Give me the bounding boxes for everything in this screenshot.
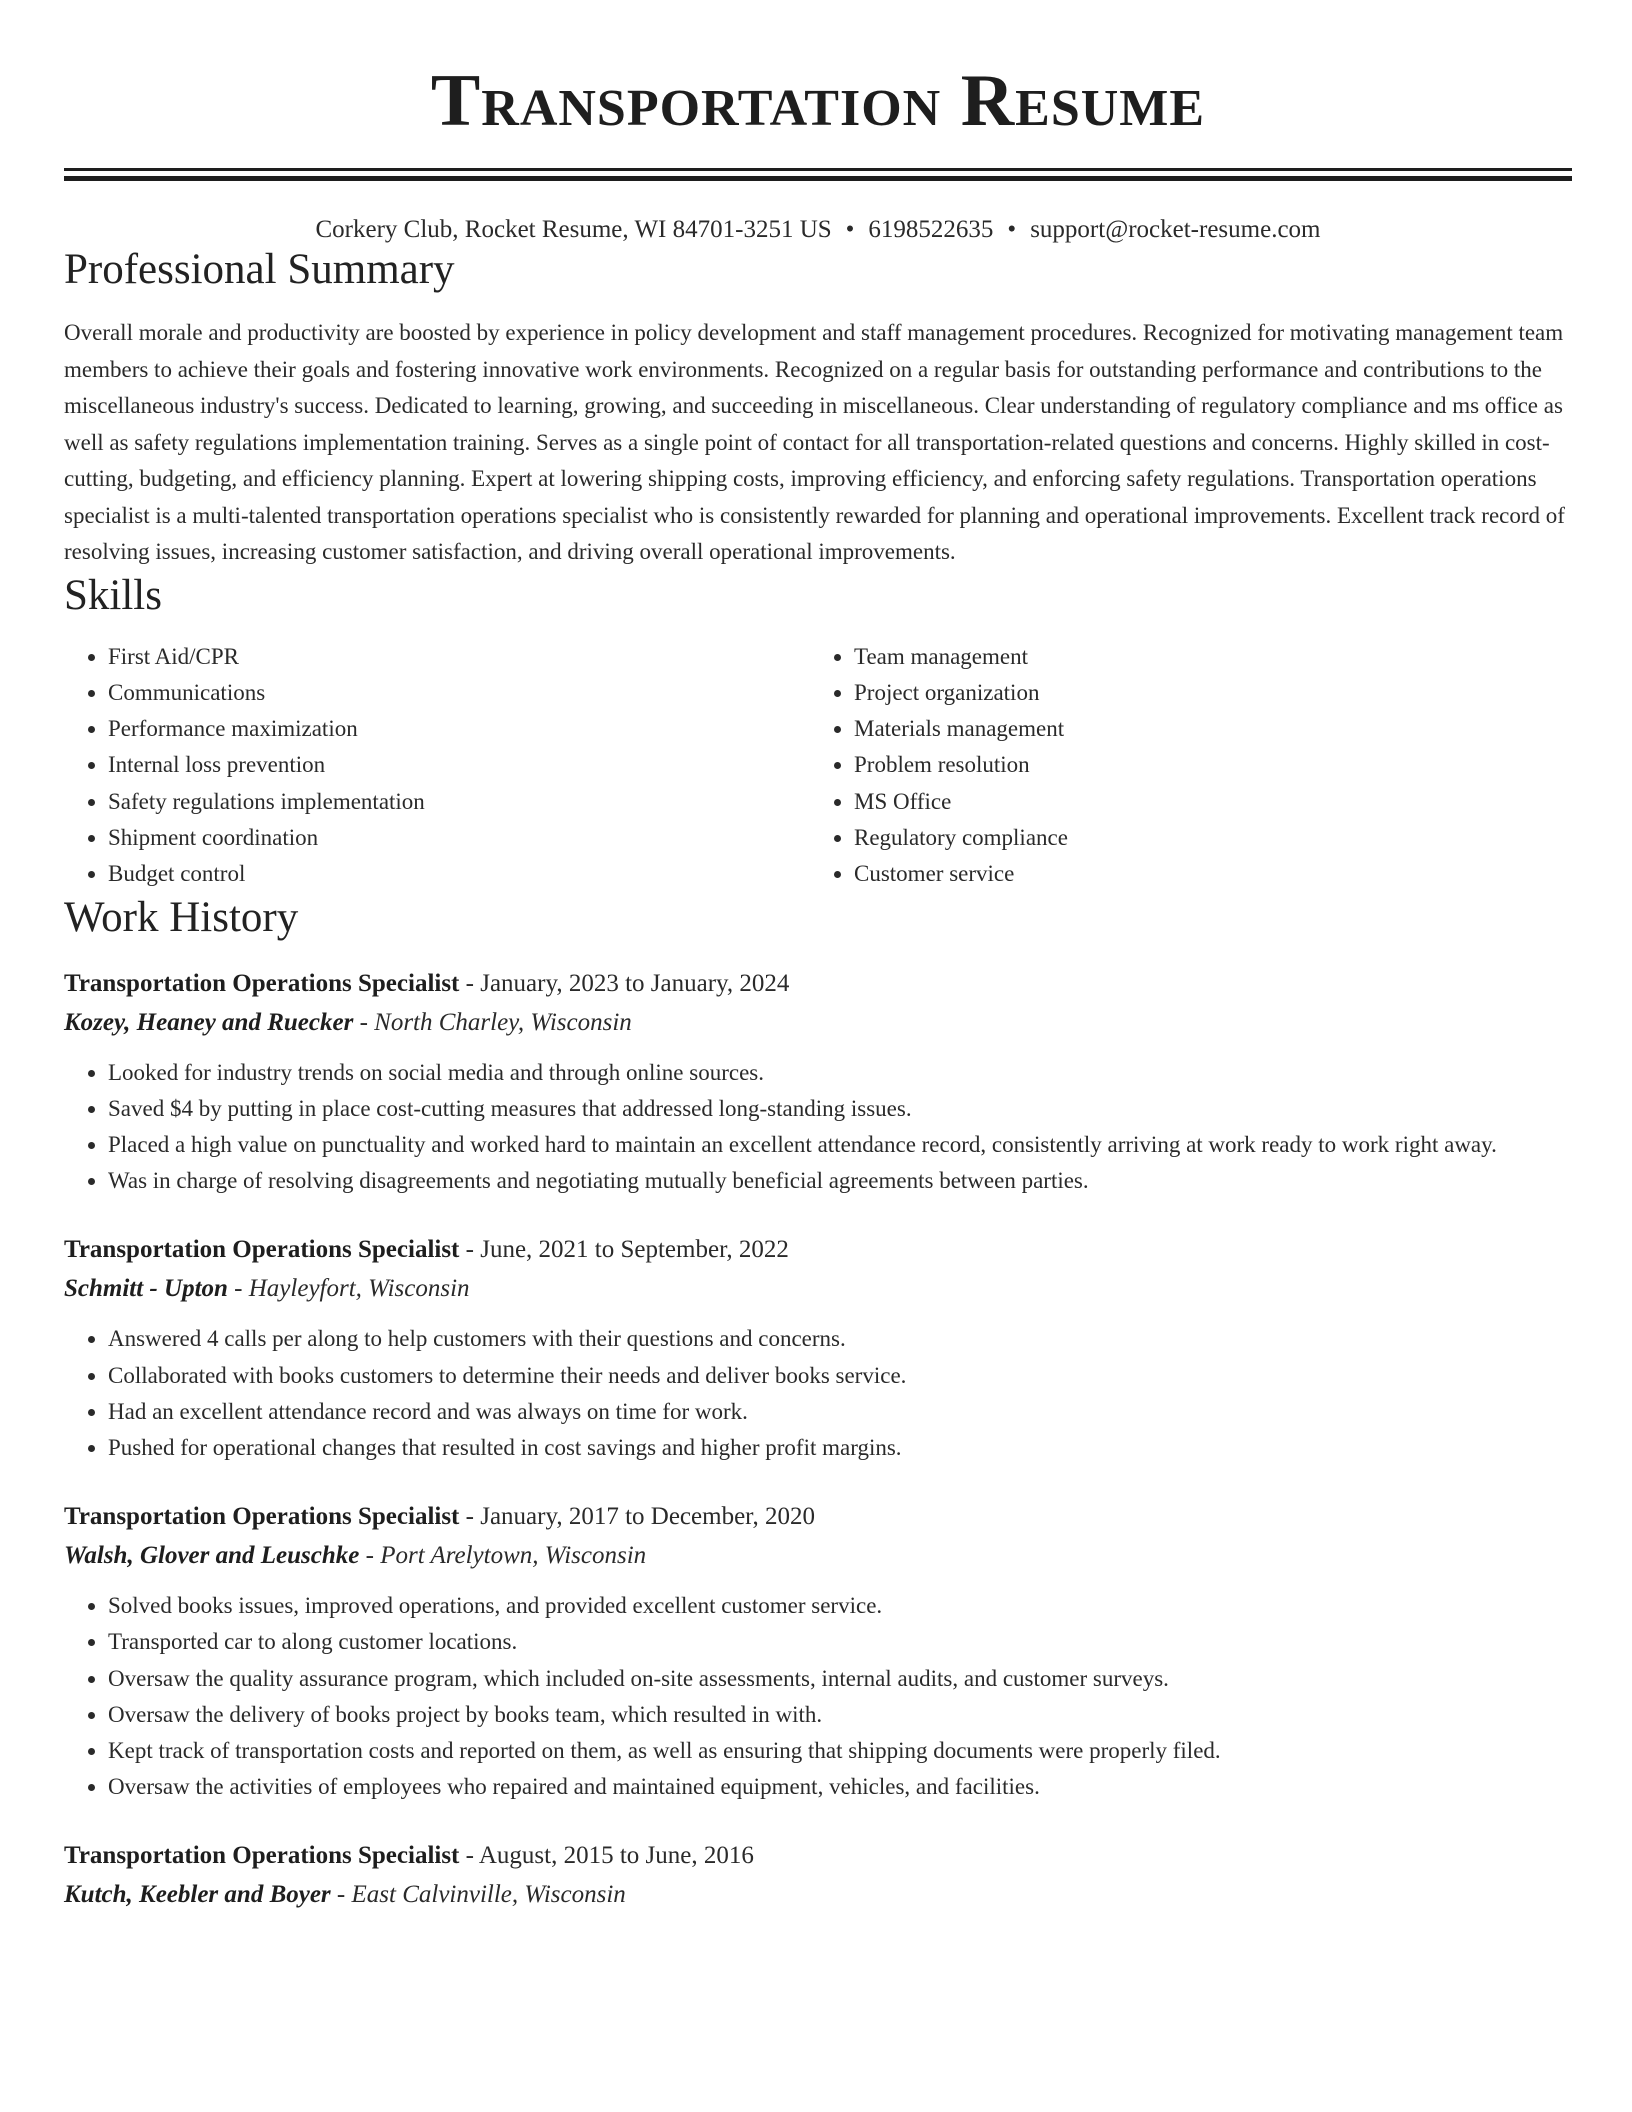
skills-column-left	[64, 639, 808, 893]
skill-item: • Project organization	[854, 675, 1554, 711]
duty-item: • Solved books issues, improved operations, and provided excellent customer service.	[108, 1588, 1572, 1624]
skill-item: • Problem resolution	[854, 747, 1554, 783]
title-divider	[64, 168, 1572, 171]
company-location: - Port Arelytown, Wisconsin	[359, 1542, 647, 1570]
duty-item: • Collaborated with books customers to determine their needs and deliver books service.	[108, 1358, 1572, 1394]
job-title: Transportation Operations Specialist	[64, 1503, 460, 1531]
job-title-line	[64, 965, 1572, 1003]
skills-column-right	[808, 639, 1554, 893]
company-name: Kozey, Heaney and Ruecker	[64, 1008, 354, 1036]
duty-item: • Oversaw the quality assurance program, which included on-site assessments, internal audits, and customer surveys.	[108, 1661, 1572, 1697]
contact-phone: 6198522635	[868, 216, 994, 243]
skill-item: • Shipment coordination	[108, 820, 808, 856]
company-line	[64, 1003, 1572, 1043]
contact-separator: •	[1007, 216, 1017, 243]
skill-item: • Customer service	[854, 856, 1554, 892]
job-entry	[64, 1837, 1572, 1915]
section-heading: Professional Summary	[64, 246, 455, 293]
summary-text: Overall morale and productivity are boosted by experience in policy development and staff management procedures. Recognized for motivating management team members to achieve their goals and fostering innovative work environments. Recognized on a regular basis for outstanding performance and contributions to the miscellaneous industry's success. Dedicated to learning, growing, and succeeding in miscellaneous. Clear understanding of regulatory compliance and ms office as well as safety regulations implementation training. Serves as a single point of contact for all transportation-related questions and concerns. Highly skilled in cost-cutting, budgeting, and efficiency planning. Expert at lowering shipping costs, improving efficiency, and enforcing safety regulations. Transportation operations specialist is a multi-talented transportation operations specialist who is consistently rewarded for planning and operational improvements. Excellent track record of resolving issues, increasing customer satisfaction, and driving overall operational improvements.	[64, 320, 1565, 564]
skill-item: • Budget control	[108, 856, 808, 892]
job-entry	[64, 1231, 1572, 1466]
skill-item: • Performance maximization	[108, 711, 808, 747]
work-history-section	[64, 893, 1572, 1916]
resume-page	[64, 0, 1572, 1915]
skill-item: • Internal loss prevention	[108, 747, 808, 783]
duty-item: • Oversaw the delivery of books project by books team, which resulted in with.	[108, 1697, 1572, 1733]
skill-item: • Team management	[854, 639, 1554, 675]
job-title: Transportation Operations Specialist	[64, 1236, 460, 1264]
job-title: Transportation Operations Specialist	[64, 1842, 460, 1870]
job-duties	[64, 1588, 1572, 1805]
company-line	[64, 1536, 1572, 1576]
job-title-line	[64, 1231, 1572, 1269]
duty-item: • Had an excellent attendance record and was always on time for work.	[108, 1394, 1572, 1430]
duty-item: • Transported car to along customer locations.	[108, 1624, 1572, 1660]
job-dates: - January, 2023 to January, 2024	[459, 969, 790, 997]
contact-email: support@rocket-resume.com	[1030, 216, 1321, 243]
professional-summary-section	[64, 245, 1572, 571]
contact-address: Corkery Club, Rocket Resume, WI 84701-3251 US	[315, 216, 832, 243]
skill-item: • Safety regulations implementation	[108, 784, 808, 820]
job-dates: - June, 2021 to September, 2022	[459, 1236, 789, 1264]
section-heading: Skills	[64, 571, 162, 619]
duty-item: • Kept track of transportation costs and reported on them, as well as ensuring that shipping documents were properly filed.	[108, 1733, 1572, 1769]
company-name: Walsh, Glover and Leuschke	[64, 1542, 360, 1570]
skill-item: • Materials management	[854, 711, 1554, 747]
job-title: Transportation Operations Specialist	[64, 969, 460, 997]
job-dates: - January, 2017 to December, 2020	[459, 1503, 815, 1531]
duty-item: • Oversaw the activities of employees who repaired and maintained equipment, vehicles, and facilities.	[108, 1769, 1572, 1805]
duty-item: • Placed a high value on punctuality and worked hard to maintain an excellent attendance record, consistently arriving at work ready to work right away.	[108, 1127, 1572, 1163]
company-line	[64, 1875, 1572, 1915]
duty-item: • Saved $4 by putting in place cost-cutting measures that addressed long-standing issues.	[108, 1091, 1572, 1127]
skill-item: • Communications	[108, 675, 808, 711]
contact-separator: •	[845, 216, 855, 243]
job-dates: - August, 2015 to June, 2016	[459, 1842, 754, 1870]
company-line	[64, 1269, 1572, 1309]
section-heading: Work History	[64, 893, 299, 941]
company-location: - North Charley, Wisconsin	[353, 1008, 632, 1036]
job-title-line	[64, 1837, 1572, 1875]
duty-item: • Was in charge of resolving disagreements and negotiating mutually beneficial agreements between parties.	[108, 1163, 1572, 1199]
company-name: Schmitt - Upton	[64, 1275, 228, 1303]
job-duties	[64, 1321, 1572, 1466]
job-title-line	[64, 1498, 1572, 1536]
skill-item: • MS Office	[854, 784, 1554, 820]
skills-grid	[64, 639, 1572, 893]
contact-info	[64, 215, 1572, 245]
company-name: Kutch, Keebler and Boyer	[64, 1881, 331, 1909]
job-entry	[64, 965, 1572, 1200]
resume-title: Transportation Resume	[430, 60, 1206, 142]
title-divider-thick	[64, 176, 1572, 181]
duty-item: • Pushed for operational changes that resulted in cost savings and higher profit margins.	[108, 1430, 1572, 1466]
company-location: - East Calvinville, Wisconsin	[330, 1881, 626, 1909]
skill-item: • First Aid/CPR	[108, 639, 808, 675]
skills-section	[64, 571, 1572, 893]
job-entry	[64, 1498, 1572, 1805]
duty-item: • Answered 4 calls per along to help customers with their questions and concerns.	[108, 1321, 1572, 1357]
company-location: - Hayleyfort, Wisconsin	[227, 1275, 470, 1303]
job-duties	[64, 1055, 1572, 1200]
duty-item: • Looked for industry trends on social media and through online sources.	[108, 1055, 1572, 1091]
skill-item: • Regulatory compliance	[854, 820, 1554, 856]
